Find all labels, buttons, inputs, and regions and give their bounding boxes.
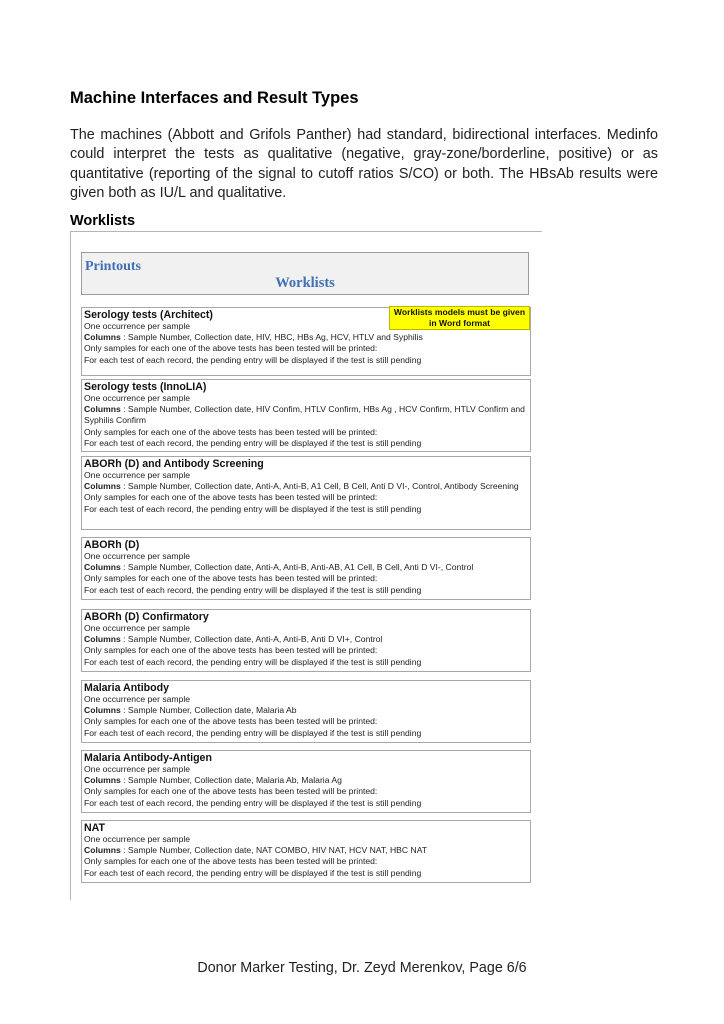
- columns-label: Columns: [84, 562, 121, 573]
- worklist-title: ABORh (D) Confirmatory: [84, 611, 209, 623]
- worklist-occurrence: One occurrence per sample: [84, 834, 191, 844]
- page-footer: Donor Marker Testing, Dr. Zeyd Merenkov, Page 6/6: [197, 960, 527, 976]
- worklist-aborh-antibody-screening: [81, 456, 531, 530]
- worklist-pending-rule: For each test of each record, the pending entry will be displayed if the test is still pending: [84, 867, 422, 878]
- worklists-heading: Worklists: [70, 213, 136, 229]
- columns-list: : Sample Number, Collection date, Malaria Ab, Malaria Ag: [120, 775, 342, 786]
- worklist-columns: [84, 404, 528, 426]
- worklist-print-rule: Only samples for each one of the above tests has been tested will be printed:: [84, 786, 378, 797]
- worklist-occurrence: One occurrence per sample: [84, 694, 191, 704]
- worklist-occurrence: One occurrence per sample: [84, 623, 191, 633]
- worklist-columns: [84, 332, 528, 343]
- worklist-pending-rule: For each test of each record, the pending entry will be displayed if the test is still pending: [84, 437, 422, 448]
- columns-label: Columns: [84, 332, 121, 343]
- worklist-title: ABORh (D) and Antibody Screening: [84, 458, 264, 470]
- worklist-columns: [84, 775, 528, 786]
- word-format-note: Worklists models must be given in Word format: [389, 306, 530, 330]
- worklist-pending-rule: For each test of each record, the pending entry will be displayed if the test is still pending: [84, 354, 422, 365]
- worklist-title: Serology tests (Architect): [84, 309, 213, 321]
- worklist-columns: [84, 845, 528, 856]
- worklist-title: Serology tests (InnoLIA): [84, 381, 207, 393]
- page-heading: Machine Interfaces and Result Types: [70, 89, 359, 107]
- worklist-occurrence: One occurrence per sample: [84, 764, 191, 774]
- worklist-pending-rule: For each test of each record, the pending entry will be displayed if the test is still pending: [84, 727, 422, 738]
- worklist-occurrence: One occurrence per sample: [84, 551, 191, 561]
- printouts-title: Printouts: [85, 259, 141, 274]
- worklist-columns: [84, 705, 528, 716]
- worklist-print-rule: Only samples for each one of the above tests has been tested will be printed:: [84, 343, 378, 354]
- worklist-columns: [84, 634, 528, 645]
- worklist-print-rule: Only samples for each one of the above tests has been tested will be printed:: [84, 716, 378, 727]
- columns-label: Columns: [84, 481, 121, 492]
- worklist-aborh: [81, 537, 531, 600]
- worklist-malaria-antibody-antigen: [81, 750, 531, 813]
- worklist-title: Malaria Antibody: [84, 682, 169, 694]
- worklist-aborh-confirmatory: [81, 609, 531, 672]
- worklist-title: Malaria Antibody-Antigen: [84, 752, 212, 764]
- section-left-border: [70, 232, 71, 900]
- columns-label: Columns: [84, 775, 121, 786]
- worklist-occurrence: One occurrence per sample: [84, 393, 191, 403]
- worklist-columns: [84, 562, 528, 573]
- columns-label: Columns: [84, 634, 121, 645]
- worklist-occurrence: One occurrence per sample: [84, 321, 191, 331]
- columns-list: : Sample Number, Collection date, HIV Confim, HTLV Confirm, HBs Ag , HCV Confirm, HTLV Confirm and Syphilis Confirm: [84, 404, 525, 426]
- worklist-pending-rule: For each test of each record, the pending entry will be displayed if the test is still pending: [84, 584, 422, 595]
- worklist-pending-rule: For each test of each record, the pending entry will be displayed if the test is still pending: [84, 656, 422, 667]
- worklist-malaria-antibody: [81, 680, 531, 743]
- worklist-title: ABORh (D): [84, 539, 140, 551]
- worklist-nat: [81, 820, 531, 883]
- columns-list: : Sample Number, Collection date, Anti-A, Anti-B, Anti-AB, A1 Cell, B Cell, Anti D VI-, Control: [120, 562, 474, 573]
- worklist-print-rule: Only samples for each one of the above tests has been tested will be printed:: [84, 856, 378, 867]
- worklist-print-rule: Only samples for each one of the above tests has been tested will be printed:: [84, 573, 378, 584]
- columns-list: : Sample Number, Collection date, HIV, HBC, HBs Ag, HCV, HTLV and Syphilis: [120, 332, 423, 343]
- columns-label: Columns: [84, 705, 121, 716]
- worklist-serology-innolia: [81, 379, 531, 452]
- columns-list: : Sample Number, Collection date, Anti-A, Anti-B, Anti D VI+, Control: [120, 634, 383, 645]
- printouts-header: [81, 252, 529, 295]
- worklist-occurrence: One occurrence per sample: [84, 470, 191, 480]
- worklist-columns: [84, 481, 528, 492]
- columns-label: Columns: [84, 404, 121, 415]
- worklist-print-rule: Only samples for each one of the above tests has been tested will be printed:: [84, 492, 378, 503]
- worklist-print-rule: Only samples for each one of the above tests has been tested will be printed:: [84, 426, 378, 437]
- intro-paragraph: The machines (Abbott and Grifols Panther) had standard, bidirectional interfaces. Medinfo could interpret the tests as qualitative (negative, gray-zone/borderline, positive) or as quantitative (reporting of the signal to cutoff ratios S/CO) or both. The HBsAb results were given both as IU/L and qualitative.: [70, 127, 658, 201]
- columns-list: : Sample Number, Collection date, Malaria Ab: [120, 705, 297, 716]
- columns-label: Columns: [84, 845, 121, 856]
- columns-list: : Sample Number, Collection date, NAT COMBO, HIV NAT, HCV NAT, HBC NAT: [120, 845, 428, 856]
- worklist-title: NAT: [84, 822, 105, 834]
- worklist-pending-rule: For each test of each record, the pending entry will be displayed if the test is still pending: [84, 503, 422, 514]
- worklist-pending-rule: For each test of each record, the pending entry will be displayed if the test is still pending: [84, 797, 422, 808]
- printouts-subtitle: Worklists: [275, 275, 335, 291]
- worklist-print-rule: Only samples for each one of the above tests has been tested will be printed:: [84, 645, 378, 656]
- columns-list: : Sample Number, Collection date, Anti-A, Anti-B, A1 Cell, B Cell, Anti D VI-, Control, Antibody Screening: [120, 481, 519, 492]
- section-divider: [70, 231, 542, 232]
